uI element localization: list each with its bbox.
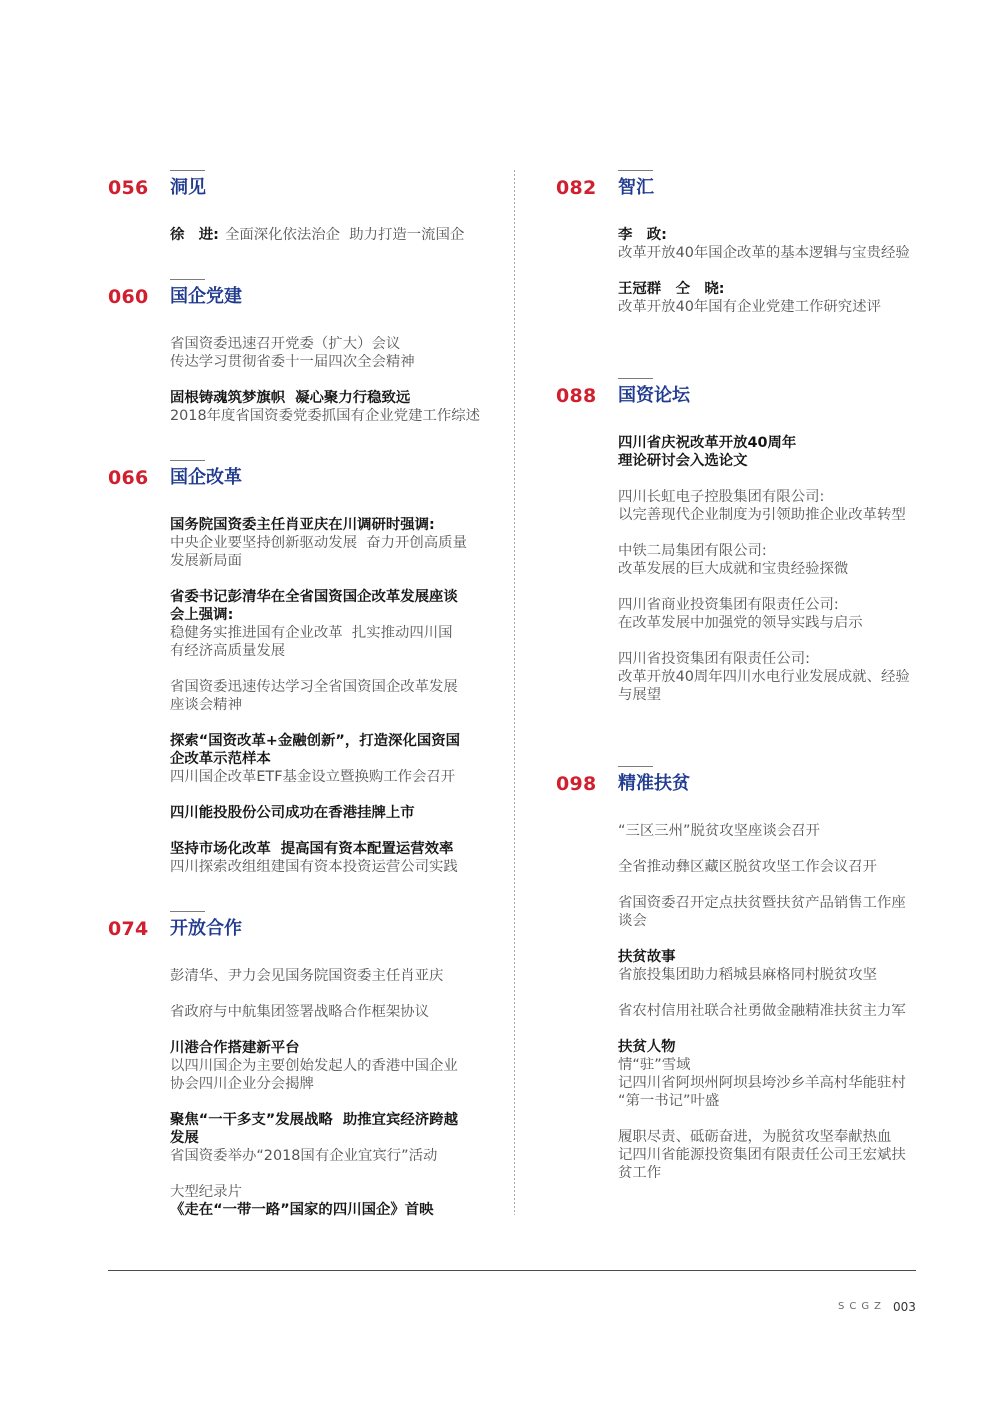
toc-line bbox=[618, 244, 910, 262]
toc-line-emphasis: 固根铸魂筑梦旗帜 凝心聚力行稳致远 bbox=[170, 390, 411, 406]
toc-line-text: 中铁二局集团有限公司: bbox=[618, 543, 767, 559]
toc-line-text: 协会四川企业分会揭牌 bbox=[170, 1076, 314, 1092]
toc-line-emphasis: 徐 进: bbox=[170, 227, 219, 243]
section-title: 精准扶贫 bbox=[618, 773, 690, 794]
toc-line bbox=[170, 840, 467, 858]
toc-line-emphasis: 发展 bbox=[170, 1130, 199, 1146]
section-number: 088 bbox=[556, 385, 597, 407]
toc-item bbox=[170, 588, 467, 660]
section-items bbox=[170, 335, 480, 443]
toc-line-text: 记四川省阿坝州阿坝县垮沙乡羊高村华能驻村 bbox=[618, 1075, 906, 1091]
toc-line bbox=[170, 606, 467, 624]
toc-item bbox=[618, 894, 906, 930]
toc-item bbox=[618, 542, 910, 578]
toc-line bbox=[618, 506, 910, 524]
toc-line bbox=[170, 624, 467, 642]
toc-line-text: 大型纪录片 bbox=[170, 1184, 242, 1200]
toc-item bbox=[170, 226, 464, 244]
toc-line-text: 省农村信用社联合社勇做金融精准扶贫主力军 bbox=[618, 1003, 906, 1019]
toc-line-text: 改革开放40年国企改革的基本逻辑与宝贵经验 bbox=[618, 245, 910, 261]
section-header bbox=[556, 176, 976, 200]
section-items bbox=[618, 434, 910, 722]
toc-line bbox=[170, 1201, 458, 1219]
section-number: 066 bbox=[108, 467, 149, 489]
toc-line bbox=[618, 614, 910, 632]
section-number: 056 bbox=[108, 177, 149, 199]
toc-line-emphasis: 国务院国资委主任肖亚庆在川调研时强调: bbox=[170, 517, 435, 533]
toc-line-text: 改革开放40年国有企业党建工作研究述评 bbox=[618, 299, 881, 315]
toc-line bbox=[618, 1092, 906, 1110]
toc-line-emphasis: 四川能投股份公司成功在香港挂牌上市 bbox=[170, 805, 415, 821]
toc-item bbox=[618, 948, 906, 984]
toc-line bbox=[618, 488, 910, 506]
toc-line-emphasis: 省委书记彭清华在全省国资国企改革发展座谈 bbox=[170, 589, 458, 605]
toc-line-text: 发展新局面 bbox=[170, 553, 242, 569]
toc-line-emphasis: 坚持市场化改革 提高国有资本配置运营效率 bbox=[170, 841, 454, 857]
toc-line-text: 以完善现代企业制度为引领助推企业改革转型 bbox=[618, 507, 906, 523]
toc-line bbox=[618, 912, 906, 930]
toc-item bbox=[618, 650, 910, 704]
toc-line bbox=[618, 948, 906, 966]
toc-line-text: 省政府与中航集团签署战略合作框架协议 bbox=[170, 1004, 430, 1020]
toc-line-text: 全面深化依法治企 助力打造一流国企 bbox=[224, 227, 465, 243]
right-column bbox=[556, 0, 976, 1260]
section-items bbox=[170, 967, 458, 1237]
section-number: 098 bbox=[556, 773, 597, 795]
toc-line bbox=[170, 678, 467, 696]
section-header bbox=[108, 466, 503, 490]
toc-line-text: 改革开放40周年四川水电行业发展成就、经验 bbox=[618, 669, 910, 685]
toc-line bbox=[170, 750, 467, 768]
toc-line bbox=[618, 966, 906, 984]
toc-item bbox=[618, 596, 910, 632]
toc-item bbox=[618, 280, 910, 316]
toc-line-emphasis: 李 政: bbox=[618, 227, 667, 243]
toc-line-text: 省国资委召开定点扶贫暨扶贫产品销售工作座 bbox=[618, 895, 906, 911]
toc-line-text: 履职尽责、砥砺奋进，为脱贫攻坚奉献热血 bbox=[618, 1129, 892, 1145]
toc-line-text: 彭清华、尹力会见国务院国资委主任肖亚庆 bbox=[170, 968, 444, 984]
toc-line-emphasis: 探索“国资改革+金融创新”，打造深化国资国 bbox=[170, 733, 461, 749]
toc-item bbox=[618, 434, 910, 470]
toc-item bbox=[618, 488, 910, 524]
toc-line bbox=[170, 226, 464, 244]
toc-line-text: 稳健务实推进国有企业改革 扎实推动四川国 bbox=[170, 625, 453, 641]
toc-line bbox=[170, 804, 467, 822]
toc-item bbox=[170, 967, 458, 985]
toc-line bbox=[618, 1074, 906, 1092]
toc-line-text: 与展望 bbox=[618, 687, 662, 703]
toc-item bbox=[618, 858, 906, 876]
toc-item bbox=[618, 1128, 906, 1182]
page-number: 003 bbox=[893, 1300, 916, 1314]
toc-line-text: 省旅投集团助力稻城县麻格同村脱贫攻坚 bbox=[618, 967, 878, 983]
section-items bbox=[170, 516, 467, 894]
toc-line bbox=[618, 894, 906, 912]
section-number: 074 bbox=[108, 918, 149, 940]
section-rule bbox=[170, 460, 205, 461]
toc-line-text: “三区三州”脱贫攻坚座谈会召开 bbox=[618, 823, 820, 839]
toc-item bbox=[170, 804, 467, 822]
toc-line bbox=[170, 1183, 458, 1201]
section-header bbox=[556, 384, 976, 408]
toc-item bbox=[170, 1003, 458, 1021]
toc-line bbox=[618, 822, 906, 840]
section-rule bbox=[618, 378, 653, 379]
section-title: 国企改革 bbox=[170, 467, 242, 488]
section-rule bbox=[170, 911, 205, 912]
toc-line bbox=[618, 1002, 906, 1020]
left-column bbox=[108, 0, 503, 1260]
toc-line-text: 座谈会精神 bbox=[170, 697, 242, 713]
toc-line-text: 四川省投资集团有限责任公司: bbox=[618, 651, 810, 667]
toc-line bbox=[170, 858, 467, 876]
toc-line bbox=[170, 389, 480, 407]
section-title: 洞见 bbox=[170, 177, 206, 198]
toc-line bbox=[618, 1128, 906, 1146]
toc-line-text: 省国资委迅速召开党委（扩大）会议 bbox=[170, 336, 401, 352]
toc-line bbox=[618, 434, 910, 452]
toc-line bbox=[170, 1003, 458, 1021]
toc-line-emphasis: 聚焦“一干多支”发展战略 助推宜宾经济跨越 bbox=[170, 1112, 458, 1128]
toc-line bbox=[170, 552, 467, 570]
toc-line-emphasis: 四川省庆祝改革开放40周年 bbox=[618, 435, 797, 451]
toc-line-emphasis: 扶贫故事 bbox=[618, 949, 676, 965]
section-rule bbox=[618, 766, 653, 767]
toc-line bbox=[170, 335, 480, 353]
toc-line-emphasis: 王冠群 仝 晓: bbox=[618, 281, 725, 297]
toc-line bbox=[170, 534, 467, 552]
toc-line bbox=[170, 353, 480, 371]
toc-line bbox=[618, 298, 910, 316]
toc-line bbox=[170, 642, 467, 660]
toc-line-text: 有经济高质量发展 bbox=[170, 643, 286, 659]
section-title: 智汇 bbox=[618, 177, 654, 198]
toc-line bbox=[618, 596, 910, 614]
toc-item bbox=[170, 389, 480, 425]
toc-item bbox=[618, 1038, 906, 1110]
toc-item bbox=[170, 1183, 458, 1219]
toc-line-text: 以四川国企为主要创始发起人的香港中国企业 bbox=[170, 1058, 458, 1074]
toc-line-emphasis: 《走在“一带一路”国家的四川国企》首映 bbox=[170, 1202, 434, 1218]
section-header bbox=[108, 917, 503, 941]
toc-line-text: 传达学习贯彻省委十一届四次全会精神 bbox=[170, 354, 415, 370]
section-number: 060 bbox=[108, 286, 149, 308]
toc-line-emphasis: 企改革示范样本 bbox=[170, 751, 271, 767]
toc-item bbox=[170, 1111, 458, 1165]
toc-line bbox=[170, 1057, 458, 1075]
toc-line-text: 2018年度省国资委党委抓国有企业党建工作综述 bbox=[170, 408, 481, 424]
toc-line bbox=[170, 516, 467, 534]
section-header bbox=[108, 285, 503, 309]
toc-line-text: 四川省商业投资集团有限责任公司: bbox=[618, 597, 839, 613]
toc-line bbox=[618, 226, 910, 244]
toc-line-text: 谈会 bbox=[618, 913, 647, 929]
toc-line bbox=[170, 967, 458, 985]
toc-line bbox=[170, 732, 467, 750]
toc-line-text: 全省推动彝区藏区脱贫攻坚工作会议召开 bbox=[618, 859, 878, 875]
toc-line bbox=[170, 407, 480, 425]
toc-line-text: 改革发展的巨大成就和宝贵经验探微 bbox=[618, 561, 849, 577]
section-header bbox=[556, 772, 976, 796]
section-title: 国资论坛 bbox=[618, 385, 690, 406]
toc-line bbox=[618, 650, 910, 668]
toc-item bbox=[170, 678, 467, 714]
column-divider bbox=[514, 170, 515, 1215]
toc-line bbox=[618, 560, 910, 578]
footer-rule bbox=[108, 1270, 916, 1271]
toc-line-text: 四川长虹电子控股集团有限公司: bbox=[618, 489, 825, 505]
toc-line bbox=[170, 1129, 458, 1147]
section-header bbox=[108, 176, 503, 200]
toc-line bbox=[618, 686, 910, 704]
toc-line bbox=[170, 1147, 458, 1165]
toc-item bbox=[170, 840, 467, 876]
toc-line-text: 记四川省能源投资集团有限责任公司王宏斌扶 bbox=[618, 1147, 906, 1163]
section-rule bbox=[170, 279, 205, 280]
section-number: 082 bbox=[556, 177, 597, 199]
toc-line-emphasis: 理论研讨会入选论文 bbox=[618, 453, 748, 469]
section-rule bbox=[618, 170, 653, 171]
toc-line-text: 四川探索改组组建国有资本投资运营公司实践 bbox=[170, 859, 458, 875]
toc-item bbox=[618, 1002, 906, 1020]
toc-line bbox=[618, 280, 910, 298]
toc-line-emphasis: 会上强调: bbox=[170, 607, 234, 623]
toc-line bbox=[618, 452, 910, 470]
section-rule bbox=[170, 170, 205, 171]
toc-line-text: “第一书记”叶盛 bbox=[618, 1093, 720, 1109]
toc-item bbox=[170, 1039, 458, 1093]
toc-item bbox=[618, 226, 910, 262]
toc-item bbox=[618, 822, 906, 840]
toc-line-text: 贫工作 bbox=[618, 1165, 662, 1181]
toc-line bbox=[170, 1111, 458, 1129]
toc-line bbox=[618, 542, 910, 560]
toc-line-text: 四川国企改革ETF基金设立暨换购工作会召开 bbox=[170, 769, 456, 785]
toc-line-emphasis: 川港合作搭建新平台 bbox=[170, 1040, 300, 1056]
toc-line bbox=[170, 1075, 458, 1093]
toc-line bbox=[618, 668, 910, 686]
toc-line bbox=[170, 588, 467, 606]
toc-line-text: 中央企业要坚持创新驱动发展 奋力开创高质量 bbox=[170, 535, 467, 551]
section-title: 国企党建 bbox=[170, 286, 242, 307]
toc-line bbox=[618, 1146, 906, 1164]
toc-item bbox=[170, 732, 467, 786]
section-items bbox=[618, 822, 906, 1200]
toc-line-text: 省国资委迅速传达学习全省国资国企改革发展 bbox=[170, 679, 458, 695]
toc-item bbox=[170, 516, 467, 570]
toc-line bbox=[170, 768, 467, 786]
footer-brand: SCGZ bbox=[838, 1301, 886, 1312]
toc-item bbox=[170, 335, 480, 371]
toc-line bbox=[170, 1039, 458, 1057]
toc-line-text: 省国资委举办“2018国有企业宜宾行”活动 bbox=[170, 1148, 438, 1164]
toc-line bbox=[618, 1056, 906, 1074]
toc-line-text: 在改革发展中加强党的领导实践与启示 bbox=[618, 615, 863, 631]
toc-line bbox=[618, 1038, 906, 1056]
section-title: 开放合作 bbox=[170, 918, 242, 939]
section-items bbox=[618, 226, 910, 334]
toc-line bbox=[618, 1164, 906, 1182]
toc-line bbox=[170, 696, 467, 714]
toc-line bbox=[618, 858, 906, 876]
toc-line-emphasis: 扶贫人物 bbox=[618, 1039, 676, 1055]
section-items bbox=[170, 226, 464, 262]
toc-line-text: 情“驻”雪域 bbox=[618, 1057, 691, 1073]
